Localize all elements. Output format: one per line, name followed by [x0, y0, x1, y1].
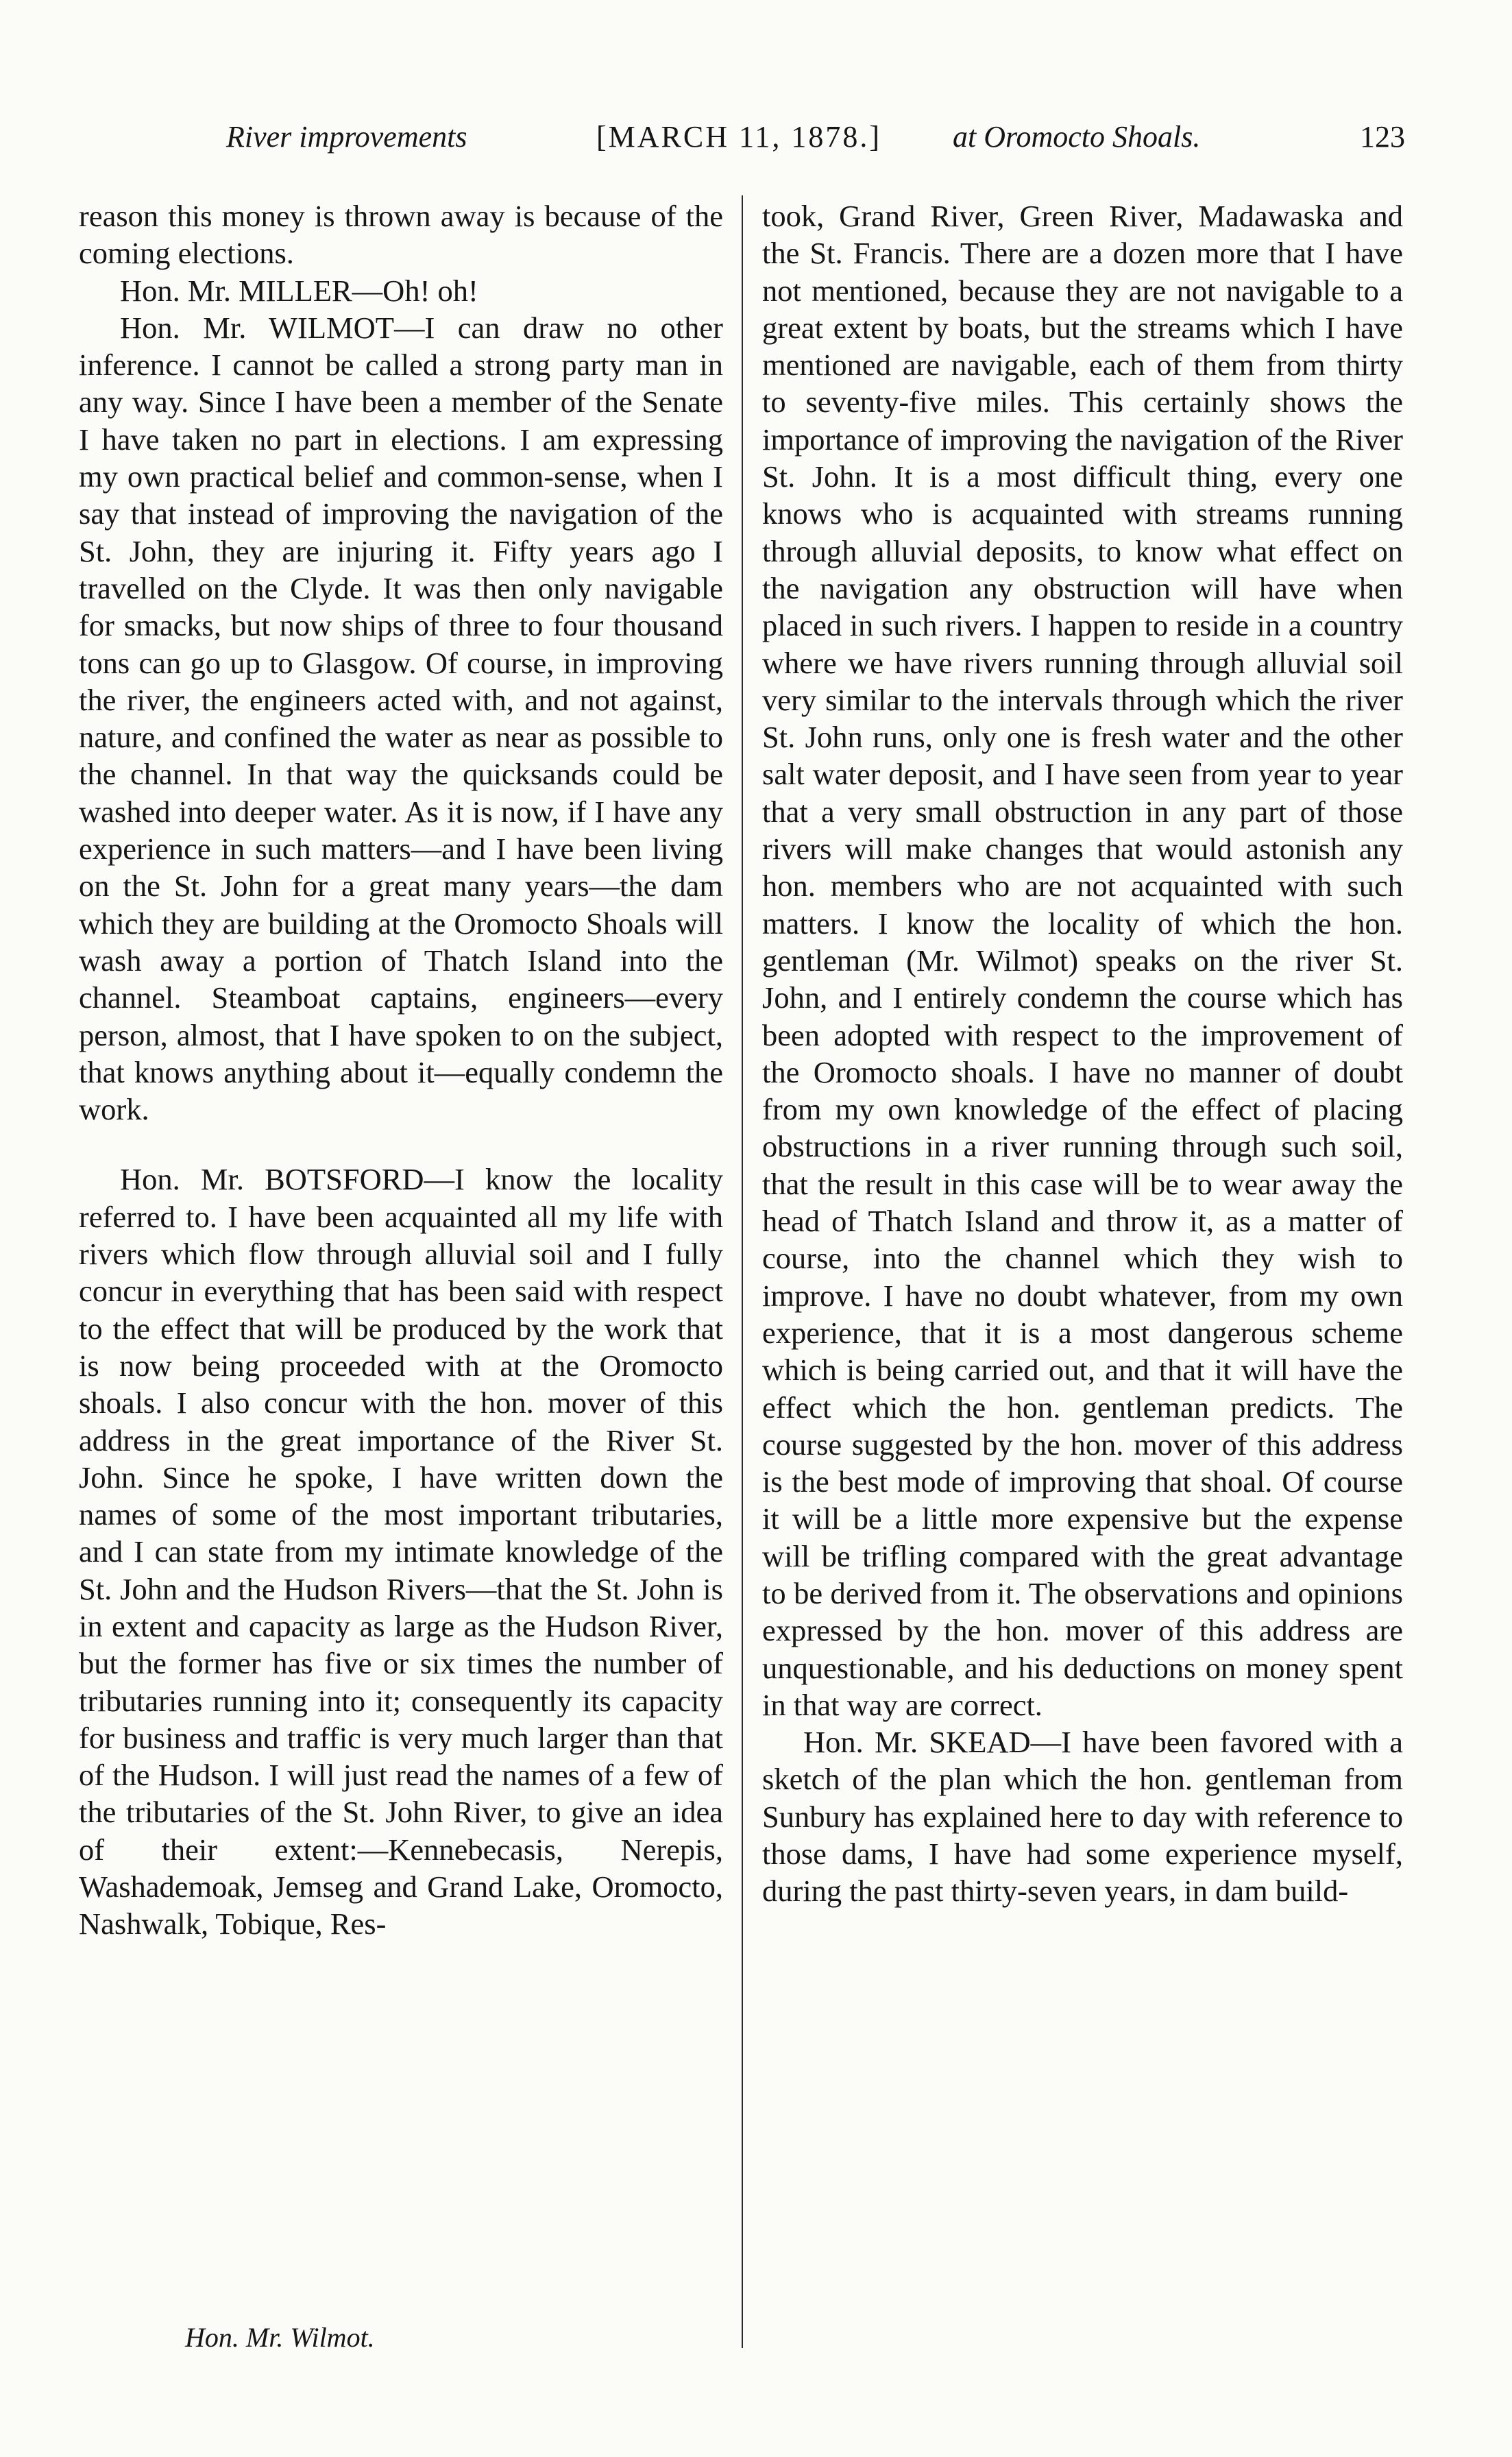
running-header	[226, 117, 1405, 158]
column-divider	[742, 195, 743, 2348]
right-column	[762, 197, 1403, 1910]
header-date: [MARCH 11, 1878.]	[596, 120, 882, 154]
header-left-title: River improvements	[226, 120, 467, 154]
left-column	[79, 197, 723, 1943]
signature-line: Hon. Mr. Wilmot.	[185, 2322, 375, 2353]
header-right-title: at Oromocto Shoals.	[953, 120, 1201, 154]
speech-botsford: Hon. Mr. BOTSFORD—I know the locality referred to. I have been acquainted all my life with rivers which flow through alluvial soil and I fully concur in everything that has been said with respect to the effect that will be produced by the work that is now being proceeded with at the Oromocto shoals. I also concur with the hon. mover of this address in the great importance of the River St. John. Since he spoke, I have written down the names of some of the most important tributaries, and I can state from my intimate knowledge of the St. John and the Hudson Rivers—that the St. John is in extent and capacity as large as the Hudson River, but the former has five or six times the number of tributaries running into it; consequently its capacity for business and traffic is very much larger than that of the Hudson. I will just read the names of a few of the tributaries of the St. John River, to give an idea of their extent:—Kennebecasis, Nerepis, Washademoak, Jemseg and Grand Lake, Oromocto, Nashwalk, Tobique, Res-	[79, 1162, 723, 1941]
speech-miller: Hon. Mr. MILLER—Oh! oh!	[120, 273, 478, 308]
page-number: 123	[1360, 120, 1405, 154]
paragraph-botsford-continued: took, Grand River, Green River, Madawaska and the St. Francis. There are a dozen more that I have not mentioned, because they are not navigable to a great extent by boats, but the streams which I have mentioned are navigable, each of them from thirty to seventy-five miles. This certainly shows the importance of improving the navigation of the River St. John. It is a most difficult thing, every one knows who is acquainted with streams running through alluvial deposits, to know what effect on the navigation any obstruction will have when placed in such rivers. I happen to reside in a country where we have rivers running through alluvial soil very similar to the intervals through which the river St. John runs, only one is fresh water and the other salt water deposit, and I have seen from year to year that a very small obstruction in any part of those rivers will make changes that would astonish any hon. members who are not acquainted with such matters. I know the locality of which the hon. gentleman (Mr. Wilmot) speaks on the river St. John, and I entirely condemn the course which has been adopted with respect to the improvement of the Oromocto shoals. I have no manner of doubt from my own knowledge of the effect of placing obstructions in a river running through such soil, that the result in this case will be to wear away the head of Thatch Island and throw it, as a matter of course, into the channel which they wish to improve. I have no doubt whatever, from my own experience, that it is a most dangerous scheme which is being carried out, and that it will have the effect which the hon. gentleman predicts. The course suggested by the hon. mover of this address is the best mode of improving that shoal. Of course it will be a little more expensive but the expense will be trifling compared with the great advantage to be derived from it. The observations and opinions expressed by the hon. mover of this address are unquestionable, and his deductions on money spent in that way are correct.	[762, 199, 1403, 1722]
paragraph-continuation: reason this money is thrown away is because of the coming elections.	[79, 199, 723, 271]
speech-skead: Hon. Mr. SKEAD—I have been favored with a sketch of the plan which the hon. gentleman from Sunbury has explained here to day with reference to those dams, I have had some experience myself, during the past thirty-seven years, in dam build-	[762, 1725, 1403, 1909]
speech-wilmot: Hon. Mr. WILMOT—I can draw no other inference. I cannot be called a strong party man in any way. Since I have been a member of the Senate I have taken no part in elections. I am expressing my own practical belief and common-sense, when I say that instead of improving the navigation of the St. John, they are injuring it. Fifty years ago I travelled on the Clyde. It was then only navigable for smacks, but now ships of three to four thousand tons can go up to Glasgow. Of course, in improving the river, the engineers acted with, and not against, nature, and confined the water as near as possible to the channel. In that way the quicksands could be washed into deeper water. As it is now, if I have any experience in such matters—and I have been living on the St. John for a great many years—the dam which they are building at the Oromocto Shoals will wash away a portion of Thatch Island into the channel. Steamboat captains, engineers—every person, almost, that I have spoken to on the subject, that knows anything about it—equally condemn the work.	[79, 310, 723, 1127]
